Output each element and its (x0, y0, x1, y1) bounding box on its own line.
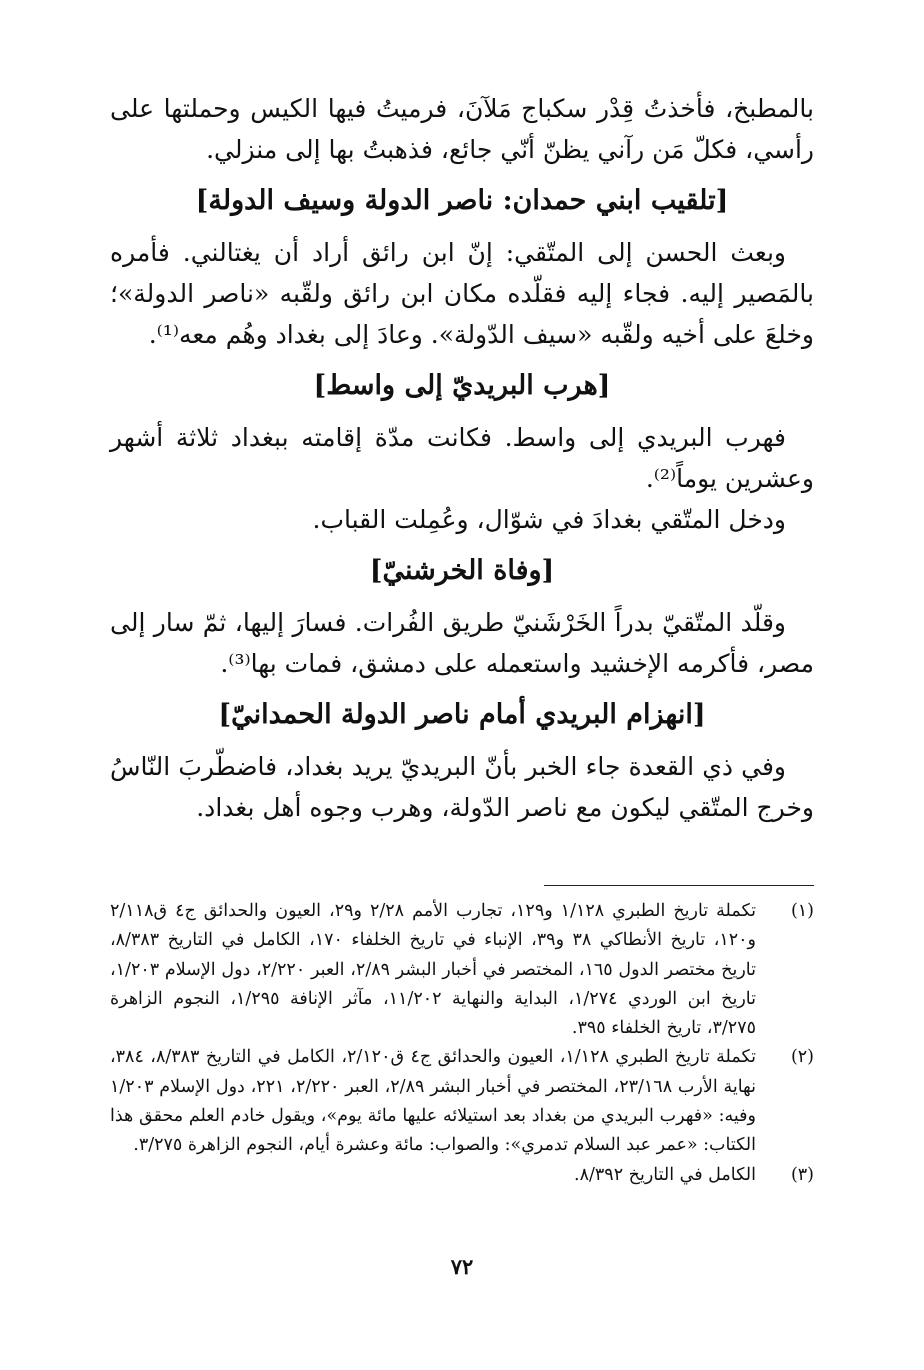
footnote-1 (110, 897, 814, 1043)
page-number: ٧٢ (450, 1254, 474, 1279)
footnote-number: (١) (790, 901, 814, 921)
footnotes (110, 897, 814, 1190)
paragraph-entry: ودخل المتّقي بغدادَ في شوّال، وعُمِلت القباب. (312, 505, 786, 534)
section-heading-defeat: [انهزام البريدي أمام ناصر الدولة الحمدانيّ] (218, 699, 706, 730)
footnote-divider (544, 885, 814, 886)
footnote-text: تكملة تاريخ الطبري ١/١٢٨، العيون والحدائق ج٤ ق٢/١٢٠، الكامل في التاريخ ٨/٣٨٣، ٣٨٤، نهاية الأرب ٢٣/١٦٨، المختصر في أخبار البشر ٢/٨٩، العبر ٢/٢٢٠، ٢٢١، دول الإسلام ١/٢٠٣ وفيه: «فهرب البريدي من بغداد بعد استيلائه عليها مائة يوم»، ويقول خادم العلم محقق هذا الكتاب: «عمر عبد السلام تدمري»: والصواب: مائة وعشرة أيام، النجوم الزاهرة ٣/٢٧٥. (110, 1047, 756, 1156)
paragraph-defeat: وفي ذي القعدة جاء الخبر بأنّ البريديّ يريد بغداد، فاضطّربَ النّاسُ وخرج المتّقي ليكون مع ناصر الدّولة، وهرب وجوه أهل بغداد. (110, 752, 814, 822)
main-text (110, 88, 814, 828)
section-heading-death: [وفاة الخرشنيّ] (369, 555, 555, 586)
footnote-text: الكامل في التاريخ ٨/٣٩٢. (574, 1164, 756, 1185)
footnote-number: (٢) (790, 1047, 814, 1068)
section-heading-titles: [تلقيب ابني حمدان: ناصر الدولة وسيف الدولة] (195, 185, 729, 216)
footnote-2 (110, 1043, 814, 1160)
paragraph-death: وقلّد المتّقيّ بدراً الخَرْشَنيّ طريق الفُرات. فسارَ إليها، ثمّ سار إلى مصر، فأكرمه الإخشيد واستعمله على دمشق، فمات بها⁽³⁾. (110, 608, 814, 678)
paragraph-continuation: بالمطبخ، فأخذتُ قِدْر سكباج مَلآنَ، فرميتُ فيها الكيس وحملتها على رأسي، فكلّ مَن رآني يظنّ أنّي جائع، فذهبتُ بها إلى منزلي. (110, 94, 814, 164)
footnote-3 (110, 1161, 814, 1190)
paragraph-titles: وبعث الحسن إلى المتّقي: إنّ ابن رائق أراد أن يغتالني. فأمره بالمَصير إليه. فجاء إليه فقلّده مكان ابن رائق ولقّبه «ناصر الدولة»؛ وخلعَ على أخيه ولقّبه «سيف الدّولة». وعادَ إلى بغداد وهُم معه⁽¹⁾. (110, 238, 814, 349)
footnote-number: (٣) (790, 1164, 814, 1185)
footnote-text: تكملة تاريخ الطبري ١/١٢٨ و١٢٩، تجارب الأمم ٢/٢٨ و٢٩، العيون والحدائق ج٤ ق٢/١١٨ و١٢٠، تاريخ الأنطاكي ٣٨ و٣٩، الإنباء في تاريخ الخلفاء ١٧٠، الكامل في التاريخ ٨/٣٨٣، تاريخ مختصر الدول ١٦٥، المختصر في أخبار البشر ٢/٨٩، العبر ٢/٢٢٠، دول الإسلام ١/٢٠٣، تاريخ ابن الوردي ١/٢٧٤، البداية والنهاية ١١/٢٠٢، مآثر الإنافة ١/٢٩٥، النجوم الزاهرة ٣/٢٧٥، تاريخ الخلفاء ٣٩٥. (110, 901, 757, 1039)
section-heading-flight: [هرب البريديّ إلى واسط] (313, 370, 611, 401)
paragraph-flight: فهرب البريدي إلى واسط. فكانت مدّة إقامته ببغداد ثلاثة أشهر وعشرين يوماً⁽²⁾. (110, 423, 814, 493)
